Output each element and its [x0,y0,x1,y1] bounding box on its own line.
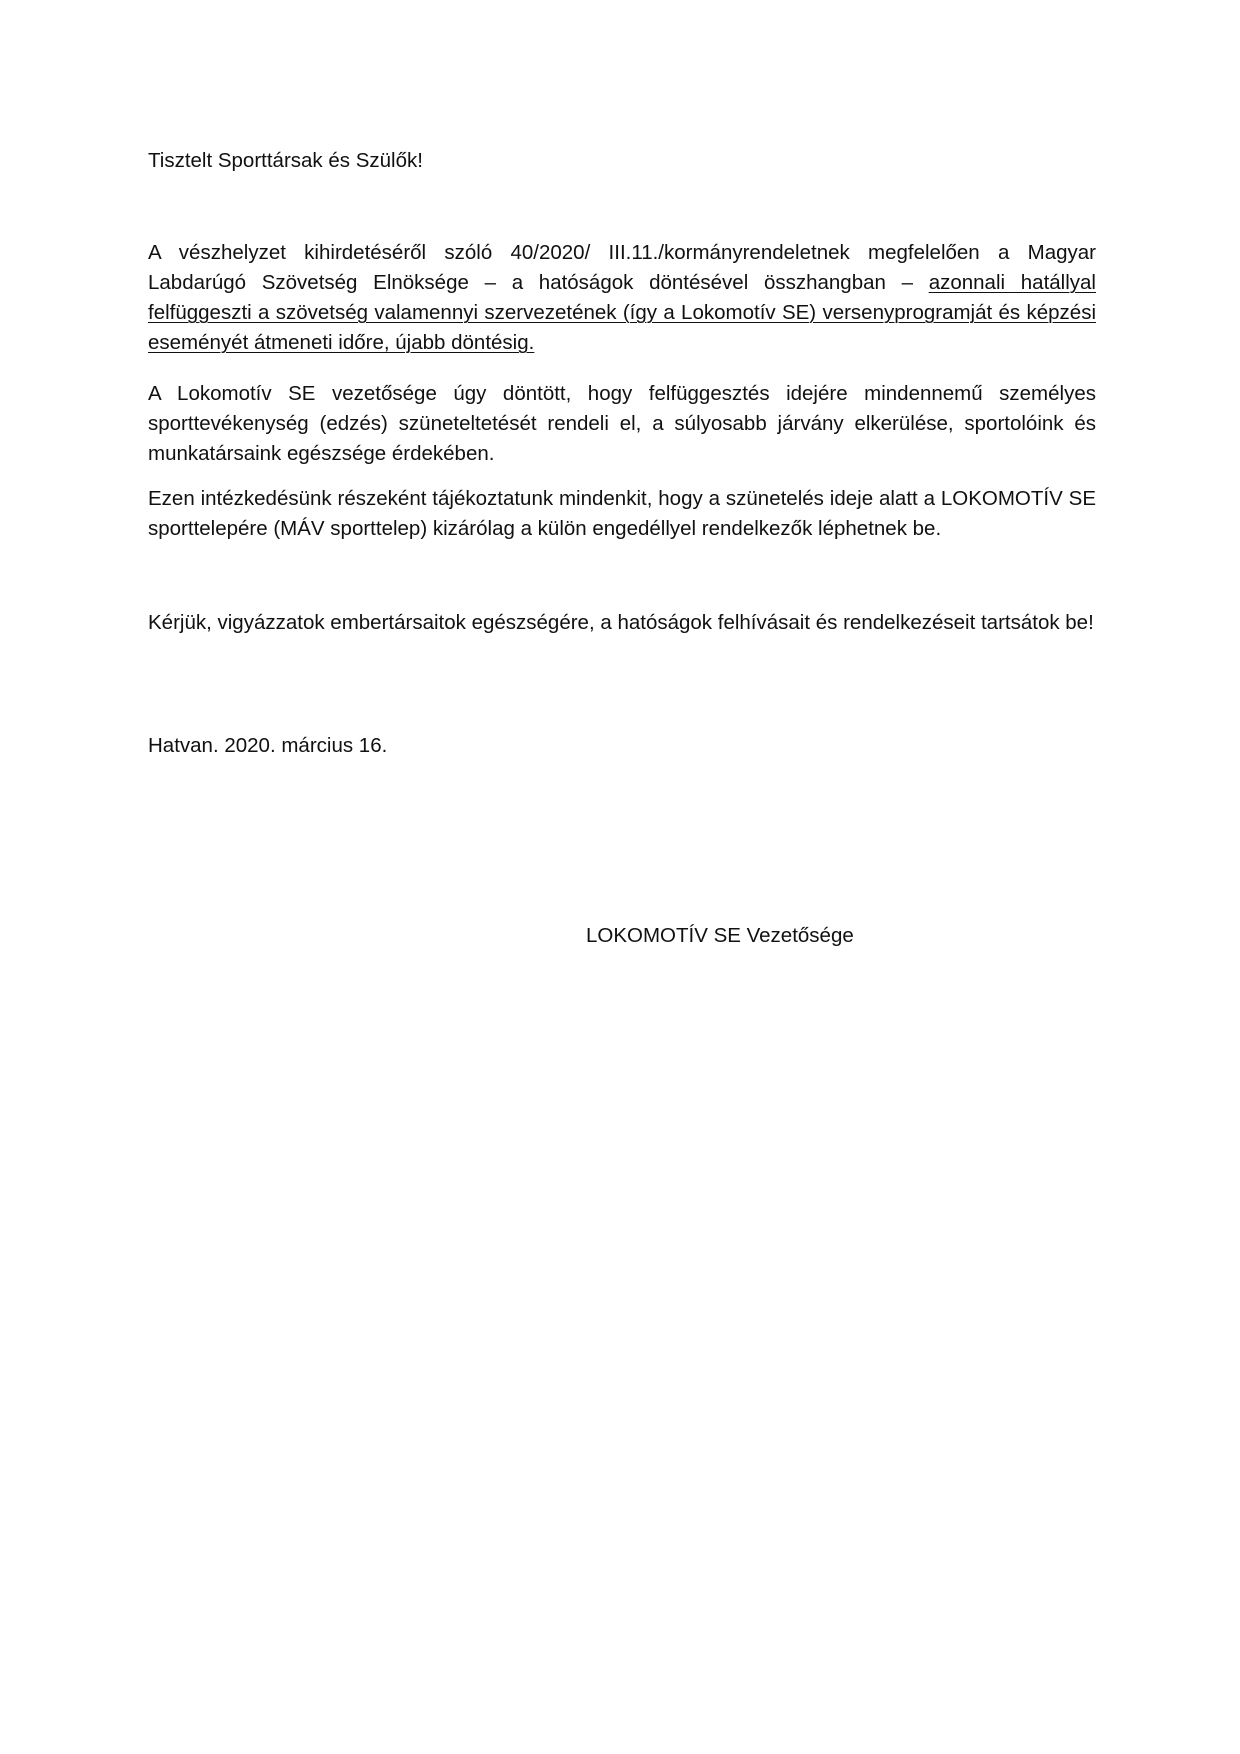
date-line: Hatvan. 2020. március 16. [148,734,388,757]
paragraph-facility-access: Ezen intézkedésünk részeként tájékoztatunk mindenkit, hogy a szünetelés ideje alatt a LOKOMOTÍV SE sporttelepére (MÁV sporttelep) kizárólag a külön engedéllyel rendelkezők léphetnek be. [148,487,1096,540]
underlined-decision-text: azonnali hatállyal felfüggeszti a szövetség valamennyi szervezetének (így a Lokomotív SE) versenyprogramját és képzési eseményét átmeneti időre, újabb döntésig. [148,271,1096,354]
signature: LOKOMOTÍV SE Vezetősége [586,924,854,947]
paragraph-lead-text: A vészhelyzet kihirdetéséről szóló 40/2020/ III.11./kormányrendeletnek megfelelően a Magyar Labdarúgó Szövetség Elnöksége – a hatóságok döntésével összhangban – [148,241,1096,294]
paragraph-request: Kérjük, vigyázzatok embertársaitok egészségére, a hatóságok felhívásait és rendelkezéseit tartsátok be! [148,611,1094,634]
paragraph-club-decision: A Lokomotív SE vezetősége úgy döntött, hogy felfüggesztés idejére mindennemű személyes sporttevékenység (edzés) szüneteltetését rendeli el, a súlyosabb járvány elkerülése, sportolóink és munkatársaink egészsége érdekében. [148,382,1096,465]
salutation: Tisztelt Sporttársak és Szülők! [148,149,423,172]
paragraph-suspension-notice [148,238,1096,358]
